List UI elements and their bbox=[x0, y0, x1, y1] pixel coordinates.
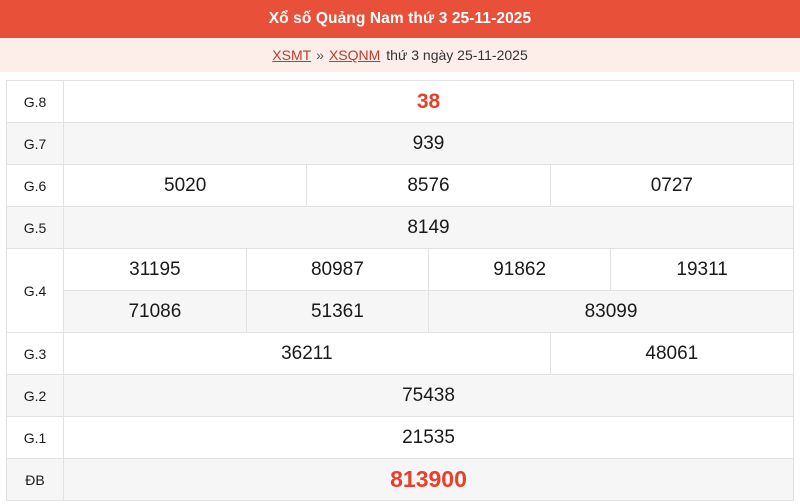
results-table bbox=[6, 80, 794, 501]
table-row bbox=[7, 207, 794, 249]
prize-label: G.7 bbox=[7, 123, 64, 165]
prize-number: 80987 bbox=[246, 249, 428, 291]
prize-label: G.4 bbox=[7, 249, 64, 333]
prize-number: 75438 bbox=[64, 375, 794, 417]
prize-number: 71086 bbox=[64, 291, 246, 333]
table-row bbox=[7, 459, 794, 501]
table-row bbox=[7, 123, 794, 165]
breadcrumb bbox=[0, 38, 800, 72]
prize-number-group bbox=[64, 249, 794, 333]
table-row bbox=[7, 417, 794, 459]
prize-number: 8149 bbox=[64, 207, 794, 249]
prize-number: 36211 bbox=[64, 333, 551, 375]
breadcrumb-link-xsqnm[interactable]: XSQNM bbox=[328, 47, 381, 63]
prize-number: 813900 bbox=[64, 459, 794, 501]
prize-label: G.1 bbox=[7, 417, 64, 459]
prize-number: 0727 bbox=[550, 165, 793, 207]
breadcrumb-link-xsmt[interactable]: XSMT bbox=[272, 47, 312, 63]
prize-number: 31195 bbox=[64, 249, 246, 291]
page-header bbox=[0, 0, 800, 38]
prize-number: 8576 bbox=[307, 165, 550, 207]
table-row bbox=[7, 333, 794, 375]
table-row bbox=[64, 291, 793, 333]
g4-inner-table bbox=[64, 249, 793, 332]
prize-number: 48061 bbox=[550, 333, 793, 375]
breadcrumb-date: thứ 3 ngày 25-11-2025 bbox=[386, 47, 528, 63]
prize-number: 91862 bbox=[429, 249, 611, 291]
table-row bbox=[7, 249, 794, 333]
table-row bbox=[7, 165, 794, 207]
prize-label: G.2 bbox=[7, 375, 64, 417]
prize-label: G.8 bbox=[7, 81, 64, 123]
prize-number: 38 bbox=[64, 81, 794, 123]
prize-label: G.6 bbox=[7, 165, 64, 207]
prize-number: 21535 bbox=[64, 417, 794, 459]
table-row bbox=[7, 375, 794, 417]
prize-label: ĐB bbox=[7, 459, 64, 501]
prize-number: 5020 bbox=[64, 165, 307, 207]
page-title: Xổ số Quảng Nam thứ 3 25-11-2025 bbox=[268, 10, 532, 27]
prize-number: 83099 bbox=[429, 291, 794, 333]
prize-label: G.3 bbox=[7, 333, 64, 375]
prize-number: 19311 bbox=[611, 249, 793, 291]
prize-label: G.5 bbox=[7, 207, 64, 249]
prize-number: 51361 bbox=[246, 291, 428, 333]
table-row bbox=[64, 249, 793, 291]
breadcrumb-separator: » bbox=[316, 47, 324, 63]
prize-number: 939 bbox=[64, 123, 794, 165]
table-row bbox=[7, 81, 794, 123]
